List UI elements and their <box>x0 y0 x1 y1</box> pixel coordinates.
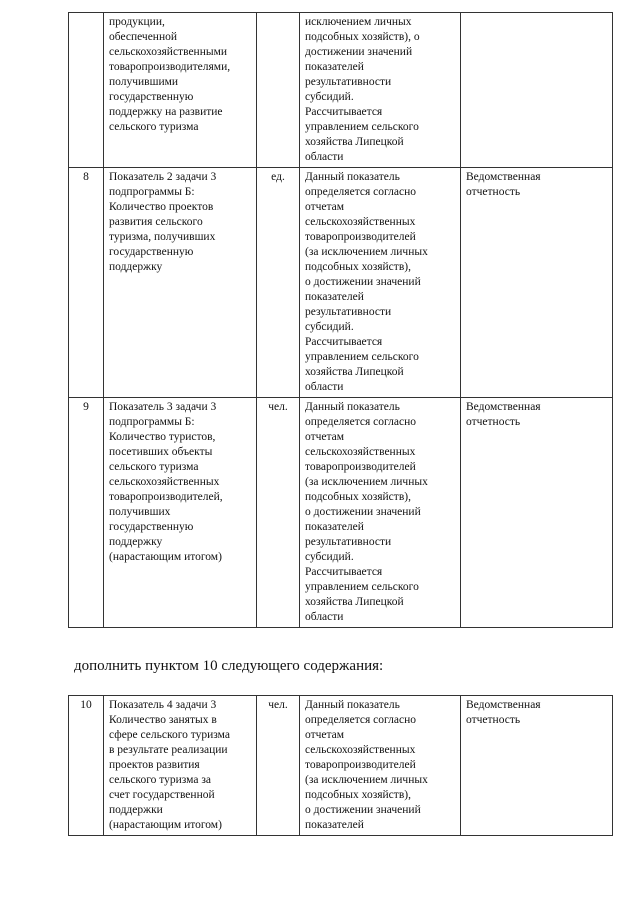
cell-text-line: отчетам <box>305 729 345 741</box>
cell-text-line: результативности <box>305 76 392 88</box>
row-number-cell: 9 <box>69 398 104 628</box>
table-row <box>69 398 613 628</box>
cell-text-line: сельского туризма <box>109 121 199 133</box>
cell-text-line: Показатель 4 задачи 3 <box>109 699 217 711</box>
cell-text-line: Количество туристов, <box>109 431 216 443</box>
indicator-name-cell <box>104 398 257 628</box>
cell-text-line: туризма, получивших <box>109 231 216 243</box>
cell-text-line: Показатель 3 задачи 3 <box>109 401 217 413</box>
cell-text-line: Рассчитывается <box>305 106 383 118</box>
cell-text-line: получивших <box>109 506 171 518</box>
indicator-name-cell <box>104 696 257 836</box>
cell-text-line: подсобных хозяйств), <box>305 789 411 801</box>
cell-text-line: Рассчитывается <box>305 566 383 578</box>
cell-text-line: получившими <box>109 76 179 88</box>
table-row <box>69 696 613 836</box>
cell-text-line: государственную <box>109 246 194 258</box>
cell-text-line: (за исключением личных <box>305 476 428 488</box>
cell-text-line: товаропроизводителями, <box>109 61 231 73</box>
cell-text-line: сельскохозяйственных <box>305 744 416 756</box>
unit-cell: чел. <box>257 696 300 836</box>
table-row <box>69 168 613 398</box>
table-row <box>69 13 613 168</box>
cell-text-line: отчетность <box>466 186 521 198</box>
row-number-cell: 10 <box>69 696 104 836</box>
cell-text-line: Ведомственная <box>466 171 541 183</box>
cell-text-line: сельскохозяйственных <box>305 446 416 458</box>
cell-text-line: подпрограммы Б: <box>109 416 195 428</box>
cell-text-line: Данный показатель <box>305 171 400 183</box>
cell-text-line: Данный показатель <box>305 699 400 711</box>
cell-text-line: товаропроизводителей, <box>109 491 223 503</box>
cell-text-line: Рассчитывается <box>305 336 383 348</box>
cell-text-line: товаропроизводителей <box>305 461 416 473</box>
cell-text-line: субсидий. <box>305 551 354 563</box>
cell-text-line: (за исключением личных <box>305 774 428 786</box>
calculation-method-cell <box>300 398 461 628</box>
cell-text-line: области <box>305 151 344 163</box>
calculation-method-cell <box>300 168 461 398</box>
data-source-cell <box>461 13 613 168</box>
cell-text-line: сфере сельского туризма <box>109 729 230 741</box>
cell-text-line: (за исключением личных <box>305 246 428 258</box>
cell-text-line: хозяйства Липецкой <box>305 596 404 608</box>
data-source-cell <box>461 168 613 398</box>
cell-text-line: (нарастающим итогом) <box>109 551 222 563</box>
data-source-cell <box>461 398 613 628</box>
cell-text-line: отчетность <box>466 416 521 428</box>
cell-text-line: результативности <box>305 536 392 548</box>
cell-text-line: сельского туризма <box>109 461 199 473</box>
cell-text-line: проектов развития <box>109 759 200 771</box>
cell-text-line: Ведомственная <box>466 401 541 413</box>
cell-text-line: развития сельского <box>109 216 203 228</box>
cell-text-line: (нарастающим итогом) <box>109 819 222 831</box>
cell-text-line: подсобных хозяйств), <box>305 261 411 273</box>
cell-text-line: хозяйства Липецкой <box>305 136 404 148</box>
cell-text-line: отчетам <box>305 431 345 443</box>
cell-text-line: о достижении значений <box>305 804 421 816</box>
data-source-cell <box>461 696 613 836</box>
cell-text-line: сельскохозяйственными <box>109 46 228 58</box>
cell-text-line: определяется согласно <box>305 714 416 726</box>
unit-cell <box>257 13 300 168</box>
cell-text-line: обеспеченной <box>109 31 178 43</box>
calculation-method-cell <box>300 13 461 168</box>
cell-text-line: о достижении значений <box>305 506 421 518</box>
cell-text-line: поддержку <box>109 261 163 273</box>
cell-text-line: управлением сельского <box>305 121 419 133</box>
cell-text-line: сельскохозяйственных <box>109 476 220 488</box>
cell-text-line: хозяйства Липецкой <box>305 366 404 378</box>
row-number-cell <box>69 13 104 168</box>
cell-text-line: посетивших объекты <box>109 446 213 458</box>
cell-text-line: Ведомственная <box>466 699 541 711</box>
cell-text-line: области <box>305 611 344 623</box>
cell-text-line: результативности <box>305 306 392 318</box>
cell-text-line: управлением сельского <box>305 351 419 363</box>
cell-text-line: сельского туризма за <box>109 774 211 786</box>
indicator-name-cell <box>104 168 257 398</box>
indicator-table <box>68 12 613 628</box>
cell-text-line: о достижении значений <box>305 276 421 288</box>
cell-text-line: определяется согласно <box>305 416 416 428</box>
cell-text-line: продукции, <box>109 16 165 28</box>
cell-text-line: поддержки <box>109 804 163 816</box>
cell-text-line: подпрограммы Б: <box>109 186 195 198</box>
cell-text-line: подсобных хозяйств), о <box>305 31 420 43</box>
calculation-method-cell <box>300 696 461 836</box>
row-number-cell: 8 <box>69 168 104 398</box>
unit-cell: чел. <box>257 398 300 628</box>
cell-text-line: исключением личных <box>305 16 412 28</box>
cell-text-line: показателей <box>305 521 364 533</box>
cell-text-line: Количество проектов <box>109 201 214 213</box>
unit-cell: ед. <box>257 168 300 398</box>
cell-text-line: счет государственной <box>109 789 215 801</box>
amendment-statement: дополнить пунктом 10 следующего содержания: <box>74 658 384 674</box>
cell-text-line: в результате реализации <box>109 744 228 756</box>
cell-text-line: поддержку на развитие <box>109 106 223 118</box>
indicator-table-addition <box>68 695 613 836</box>
cell-text-line: отчетность <box>466 714 521 726</box>
cell-text-line: государственную <box>109 521 194 533</box>
cell-text-line: товаропроизводителей <box>305 231 416 243</box>
cell-text-line: субсидий. <box>305 321 354 333</box>
cell-text-line: Данный показатель <box>305 401 400 413</box>
cell-text-line: товаропроизводителей <box>305 759 416 771</box>
cell-text-line: сельскохозяйственных <box>305 216 416 228</box>
cell-text-line: субсидий. <box>305 91 354 103</box>
cell-text-line: отчетам <box>305 201 345 213</box>
cell-text-line: управлением сельского <box>305 581 419 593</box>
cell-text-line: области <box>305 381 344 393</box>
cell-text-line: Количество занятых в <box>109 714 217 726</box>
indicator-name-cell <box>104 13 257 168</box>
cell-text-line: показателей <box>305 819 364 831</box>
cell-text-line: достижении значений <box>305 46 413 58</box>
cell-text-line: поддержку <box>109 536 163 548</box>
cell-text-line: подсобных хозяйств), <box>305 491 411 503</box>
cell-text-line: государственную <box>109 91 194 103</box>
cell-text-line: Показатель 2 задачи 3 <box>109 171 217 183</box>
cell-text-line: показателей <box>305 291 364 303</box>
cell-text-line: определяется согласно <box>305 186 416 198</box>
cell-text-line: показателей <box>305 61 364 73</box>
